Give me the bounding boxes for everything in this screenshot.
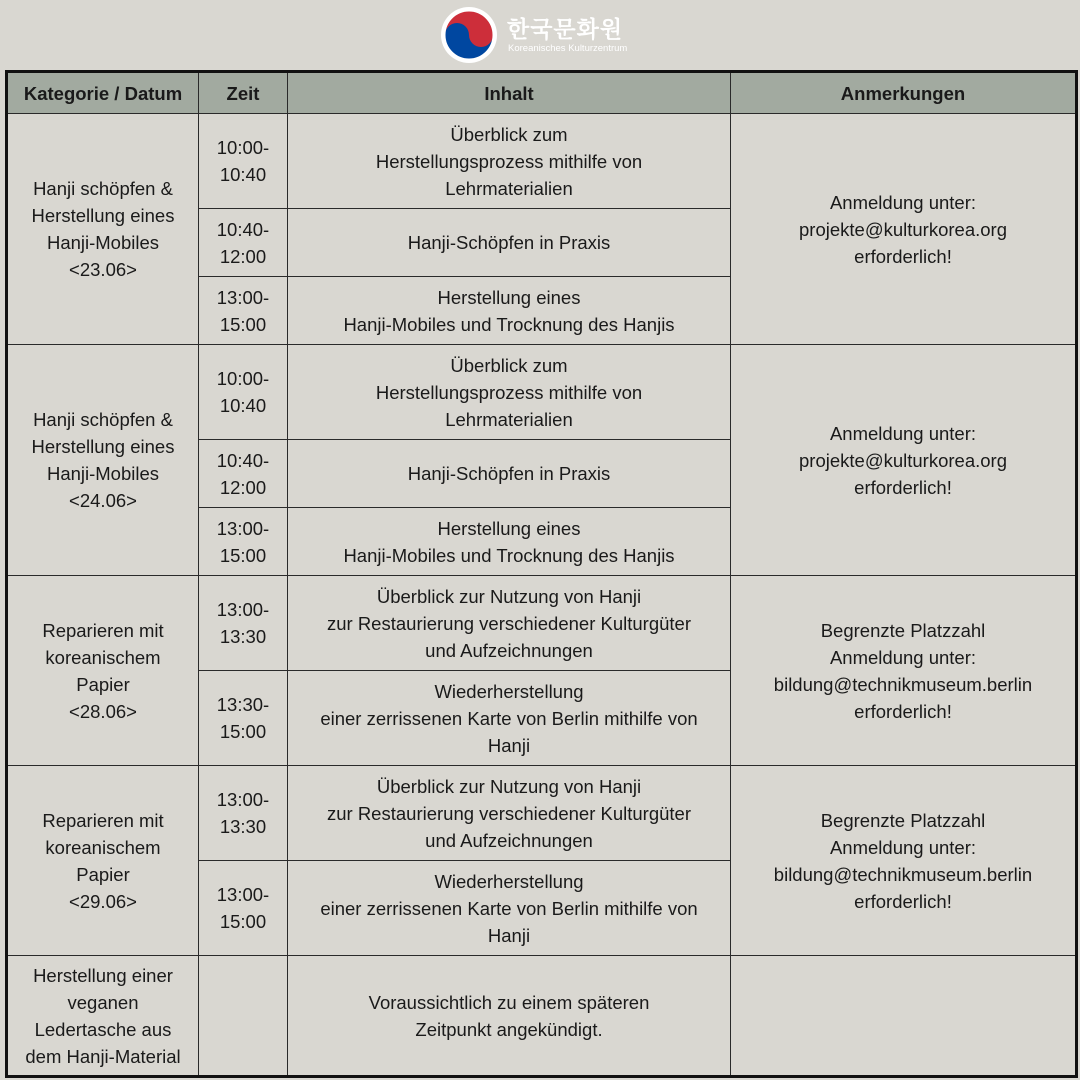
content-cell: Überblick zum Herstellungsprozess mithilfe von Lehrmaterialien: [288, 345, 731, 440]
content-cell: Wiederherstellung einer zerrissenen Karte von Berlin mithilfe von Hanji: [288, 861, 731, 956]
column-header-notes: Anmerkungen: [731, 72, 1077, 114]
notes-cell: [731, 956, 1077, 1077]
category-cell: Herstellung einer veganen Ledertasche aus dem Hanji-Material: [7, 956, 199, 1077]
table-row: [7, 345, 1077, 440]
category-cell: Hanji schöpfen & Herstellung eines Hanji-Mobiles <23.06>: [7, 114, 199, 345]
category-cell: Reparieren mit koreanischem Papier <29.06>: [7, 766, 199, 956]
table-row: [7, 576, 1077, 671]
column-header-category: Kategorie / Datum: [7, 72, 199, 114]
notes-cell: Anmeldung unter: projekte@kulturkorea.org erforderlich!: [731, 345, 1077, 576]
content-cell: Herstellung eines Hanji-Mobiles und Trocknung des Hanjis: [288, 277, 731, 345]
content-cell: Herstellung eines Hanji-Mobiles und Trocknung des Hanjis: [288, 508, 731, 576]
schedule-table: [5, 70, 1078, 1078]
org-name-german: Koreanisches Kulturzentrum: [508, 43, 628, 54]
content-cell: Überblick zur Nutzung von Hanji zur Restaurierung verschiedener Kulturgüter und Aufzeichnungen: [288, 576, 731, 671]
time-cell: 13:00- 13:30: [199, 766, 288, 861]
notes-cell: Anmeldung unter: projekte@kulturkorea.org erforderlich!: [731, 114, 1077, 345]
time-cell: 13:00- 15:00: [199, 861, 288, 956]
time-cell: 13:30- 15:00: [199, 671, 288, 766]
content-cell: Wiederherstellung einer zerrissenen Karte von Berlin mithilfe von Hanji: [288, 671, 731, 766]
time-cell: 10:40- 12:00: [199, 440, 288, 508]
time-cell: 13:00- 15:00: [199, 277, 288, 345]
content-cell: Voraussichtlich zu einem späteren Zeitpunkt angekündigt.: [288, 956, 731, 1077]
content-cell: Überblick zum Herstellungsprozess mithilfe von Lehrmaterialien: [288, 114, 731, 209]
notes-cell: Begrenzte Platzzahl Anmeldung unter: bildung@technikmuseum.berlin erforderlich!: [731, 576, 1077, 766]
time-cell: 13:00- 13:30: [199, 576, 288, 671]
category-cell: Hanji schöpfen & Herstellung eines Hanji-Mobiles <24.06>: [7, 345, 199, 576]
column-header-time: Zeit: [199, 72, 288, 114]
column-header-content: Inhalt: [288, 72, 731, 114]
org-name-korean: 한국문화원: [507, 16, 624, 42]
notes-cell: Begrenzte Platzzahl Anmeldung unter: bildung@technikmuseum.berlin erforderlich!: [731, 766, 1077, 956]
time-cell: 13:00- 15:00: [199, 508, 288, 576]
time-cell: [199, 956, 288, 1077]
page-header: [0, 0, 1080, 70]
table-row: [7, 766, 1077, 861]
table-row: [7, 114, 1077, 209]
category-cell: Reparieren mit koreanischem Papier <28.06>: [7, 576, 199, 766]
time-cell: 10:00- 10:40: [199, 345, 288, 440]
table-row: [7, 956, 1077, 1077]
content-cell: Hanji-Schöpfen in Praxis: [288, 440, 731, 508]
time-cell: 10:00- 10:40: [199, 114, 288, 209]
content-cell: Überblick zur Nutzung von Hanji zur Restaurierung verschiedener Kulturgüter und Aufzeichnungen: [288, 766, 731, 861]
content-cell: Hanji-Schöpfen in Praxis: [288, 209, 731, 277]
time-cell: 10:40- 12:00: [199, 209, 288, 277]
table-header-row: [7, 72, 1077, 114]
taegeuk-logo-icon: [440, 6, 498, 64]
